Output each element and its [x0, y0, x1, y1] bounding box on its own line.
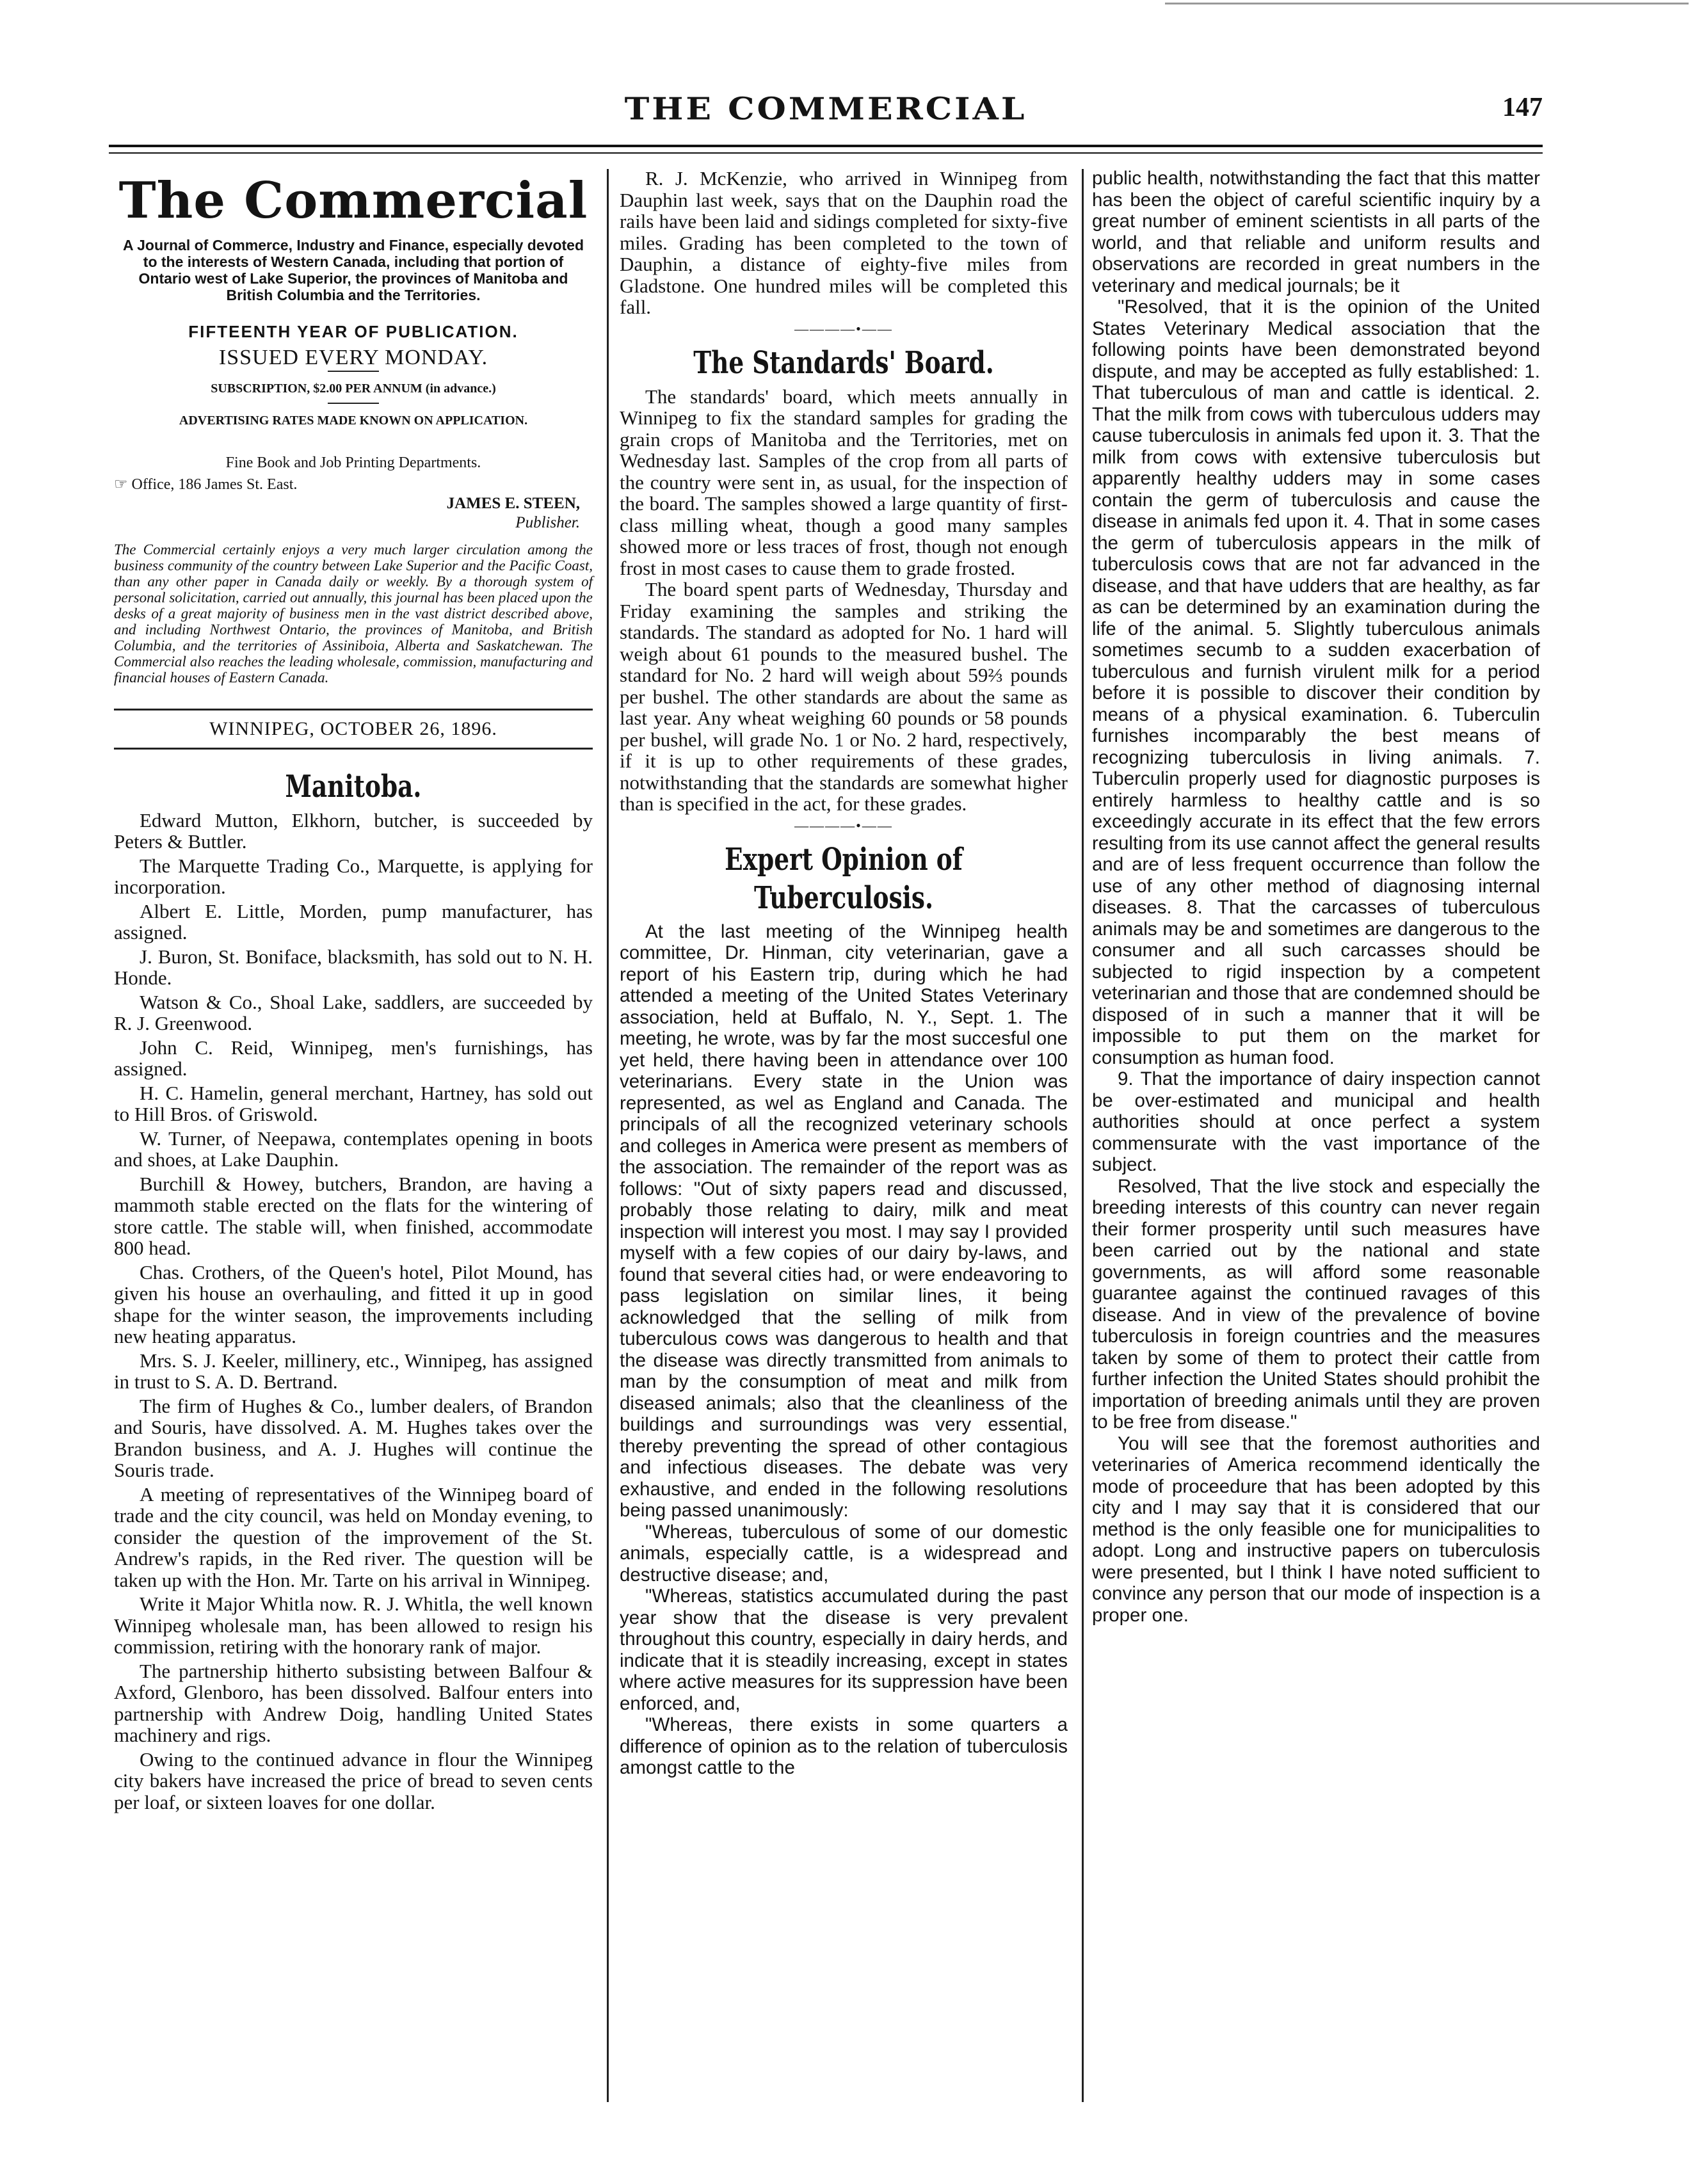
masthead-rule: [328, 371, 379, 372]
news-item: W. Turner, of Neepawa, contemplates opening in boots and shoes, at Lake Dauphin.: [114, 1127, 593, 1171]
masthead-publisher: JAMES E. STEEN,: [446, 495, 580, 512]
page-header: [109, 90, 1543, 136]
masthead-title: The Commercial: [118, 172, 588, 230]
masthead-subtitle: A Journal of Commerce, Industry and Finance, especially devoted to the interests of Western Canada, including that portion of Ontario west of Lake Superior, the provinces of Manitoba and British Columbia and the Territories.: [122, 237, 584, 303]
news-item: H. C. Hamelin, general merchant, Hartney, has sold out to Hill Bros. of Griswold.: [114, 1081, 593, 1125]
section-heading-standards: The Standards' Board.: [693, 344, 994, 381]
masthead-issued: ISSUED EVERY MONDAY.: [218, 345, 488, 369]
column-3: [1092, 168, 1540, 1626]
column-1: [114, 168, 593, 1815]
news-item: Albert E. Little, Morden, pump manufacturer, has assigned.: [114, 899, 593, 943]
news-item: Owing to the continued advance in flour the Winnipeg city bakers have increased the price of bread to seven cents per loaf, or sixteen loaves for one dollar.: [114, 1747, 593, 1813]
running-title: THE COMMERCIAL: [624, 91, 1027, 127]
masthead-publisher-role: Publisher.: [515, 514, 580, 531]
article-paragraph: R. J. McKenzie, who arrived in Winnipeg from Dauphin last week, says that on the Dauphin road the rails have been laid and sidings completed for sixty-five miles. Grading has been completed to the town of Dauphin, a distance of eighty-five miles from Gladstone. One hundred miles will be completed this fall.: [620, 167, 1068, 318]
column-2: [620, 168, 1068, 1779]
masthead-printing: Fine Book and Job Printing Departments.: [225, 454, 481, 471]
page-number: 147: [1502, 93, 1543, 122]
top-edge-rule: [1165, 3, 1689, 4]
section-separator: [620, 817, 1068, 834]
article-paragraph: You will see that the foremost authorities and veterinaries of America recommend identically the mode of proceedure that has been adopted by this city and I may say that it is considered that our method is the only feasible one for municipalities to adopt. Long and instructive papers on tuberculosis were presented, but I think I have noted sufficient to convince any person that our mode of inspection is a proper one.: [1092, 1433, 1540, 1626]
article-paragraph: "Resolved, that it is the opinion of the United States Veterinary Medical association that the following points have been demonstrated beyond dispute, and may be accepted as fully established: 1. That tuberculous of man and cattle is identical. 2. That the milk from cows with tuberculous udders may cause tuberculosis in animals fed upon it. 3. That the milk from cows with extensive tuberculosis but apparently healthy udders may in some cases contain the germ of tuberculosis and cause the disease in animals fed upon it. 4. That in some cases the germ of tuberculosis appears in the milk of tuberculosis cows that are not far advanced in the disease, and that have udders that are healthy, as far as can be determined by an examination during the life of the animal. 5. Slightly tuberculous animals sometimes secumb to a sudden exacerbation of tuberculous and furnish virulent milk for a period before it is possible to discover their condition by means of a physical examination. 6. Tuberculin furnishes incomparably the best means of recognizing tuberculosis in living animals. 7. Tuberculin properly used for diagnostic purposes is entirely harmless to healthy cattle and is so exceedingly accurate in its effect that the few errors resulting from its use cannot affect the general results and are of less frequent occurrence than follow the use of any other method of diagnosing internal diseases. 8. That the carcasses of tuberculous animals may be and sometimes are dangerous to the consumer and all such carcasses should be subjected to rigid inspection by a competent veterinarian and those that are condemned should be disposed of in such a manner that it will be impossible to put them on the market for consumption as human food.: [1092, 296, 1540, 1068]
header-rule-thin: [109, 152, 1543, 154]
article-paragraph: "Whereas, tuberculous of some of our domestic animals, especially cattle, is a widespread and destructive disease; and,: [620, 1521, 1068, 1586]
news-item: A meeting of representatives of the Winnipeg board of trade and the city council, was held on Monday evening, to consider the question of the improvement of the St. Andrew's rapids, in the Red river. The question will be taken up with the Hon. Mr. Tarte on his arrival in Winnipeg.: [114, 1482, 593, 1591]
article-paragraph: 9. That the importance of dairy inspection cannot be over-estimated and municipal and health authorities should at once perfect a system commensurate with the vast importance of the subject.: [1092, 1068, 1540, 1175]
article-paragraph: "Whereas, statistics accumulated during the past year show that the disease is very prevalent throughout this country, especially in dairy herds, and indicate that it is steadily increasing, except in states where active measures for its suppression have been enforced, and,: [620, 1586, 1068, 1714]
news-item: Edward Mutton, Elkhorn, butcher, is succeeded by Peters & Buttler.: [114, 808, 593, 853]
article-paragraph: public health, notwithstanding the fact that this matter has been the object of careful scientific inquiry by a great number of eminent scientists in all parts of the world, and that reliable and uniform results and observations are recorded in great numbers in the veterinary and medical journals; be it: [1092, 168, 1540, 296]
news-item: J. Buron, St. Boniface, blacksmith, has sold out to N. H. Honde.: [114, 945, 593, 989]
masthead-office: ☞ Office, 186 James St. East.: [114, 476, 298, 493]
column-rule-1: [607, 169, 609, 2102]
article-paragraph: At the last meeting of the Winnipeg health committee, Dr. Hinman, city veterinarian, gave a report of his Eastern trip, during which he had attended a meeting of the United States Veterinary association, held at Buffalo, N. Y., Sept. 1. The meeting, he wrote, was by far the most succesful one yet held, there having been in attendance over 100 veterinarians. Every state in the Union was represented, as wel as England and Canada. The principals of all the recognized veterinary schools and colleges in America were present as members of the association. The remainder of the report was as follows: "Out of sixty papers read and discussed, probably those relating to dairy, milk and meat inspection will interest you most. I may say I provided myself with a few copies of our dairy by-laws, and found that several cities had, or were endeavoring to pass legislation on similar lines, it being acknowledged that the selling of milk from tuberculous cows was dangerous to health and that the disease was directly transmitted from animals to man by the consumption of meat and milk from diseased animals; also that the cleanliness of the buildings and surroundings was very essential, thereby preventing the spread of other contagious and infectious diseases. The debate was very exhaustive, and ended in the following resolutions being passed unanimously:: [620, 920, 1068, 1521]
news-item: The Marquette Trading Co., Marquette, is applying for incorporation.: [114, 854, 593, 898]
column-rule-2: [1082, 169, 1084, 2102]
masthead-rule: [328, 403, 379, 404]
news-item: The partnership hitherto subsisting between Balfour & Axford, Glenboro, has been dissolved. Balfour enters into partnership with Andrew Doig, handling United States machinery and rigs.: [114, 1659, 593, 1746]
article-paragraph: The standards' board, which meets annually in Winnipeg to fix the standard samples for grading the grain crops of Manitoba and the Territories, met on Wednesday last. Samples of the crop from all parts of the country were sent in, as usual, for the inspection of the board. The samples showed a large quantity of first-class milling wheat, though a good many samples showed more or less traces of frost, though not enough frost in most cases to cause them to grade frosted.: [620, 385, 1068, 579]
section-separator: [620, 321, 1068, 337]
article-paragraph: Resolved, That the live stock and especially the breeding interests of this country can never regain their former prosperity until such measures have been carried out by the national and state governments, as will afford some reasonable guarantee against the continued ravages of this disease. And in view of the prevalence of bovine tuberculosis in foreign countries and the measures taken by some of them to protect their cattle from further infection the United States should prohibit the importation of breeding animals until they are proven to be free from disease.": [1092, 1175, 1540, 1433]
masthead-blurb: The Commercial certainly enjoys a very much larger circulation among the business community of the country between Lake Superior and the Pacific Coast, than any other paper in Canada daily or weekly. By a thorough system of personal solicitation, carried out annually, this journal has been placed upon the desks of a great majority of business men in the vast district described above, and including Northwest Ontario, the provinces of Manitoba, and British Columbia, and the territories of Assiniboia, Alberta and Saskatchewan. The Commercial also reaches the leading wholesale, commission, manufacturing and financial houses of Eastern Canada.: [114, 542, 593, 686]
section-heading-manitoba: Manitoba.: [285, 768, 422, 805]
dateline: WINNIPEG, OCTOBER 26, 1896.: [114, 709, 593, 750]
header-rule: [109, 145, 1543, 147]
news-item: The firm of Hughes & Co., lumber dealers, of Brandon and Souris, have dissolved. A. M. Hughes takes over the Brandon business, and A. J. Hughes will continue the Souris trade.: [114, 1394, 593, 1481]
masthead-year: FIFTEENTH YEAR OF PUBLICATION.: [188, 322, 518, 341]
news-item: John C. Reid, Winnipeg, men's furnishings, has assigned.: [114, 1036, 593, 1080]
news-item: Burchill & Howey, butchers, Brandon, are having a mammoth stable erected on the flats for the wintering of store cattle. The stable will, when finished, accommodate 800 head.: [114, 1172, 593, 1259]
article-paragraph: "Whereas, there exists in some quarters a difference of opinion as to the relation of tuberculosis amongst cattle to the: [620, 1714, 1068, 1778]
news-item: Write it Major Whitla now. R. J. Whitla, the well known Winnipeg wholesale man, has been allowed to resign his commission, retiring with the honorary rank of major.: [114, 1593, 593, 1658]
news-item: Watson & Co., Shoal Lake, saddlers, are succeeded by R. J. Greenwood.: [114, 990, 593, 1034]
news-item: Chas. Crothers, of the Queen's hotel, Pilot Mound, has given his house an overhauling, and fitted it up in good shape for the winter season, the improvements including new heating apparatus.: [114, 1260, 593, 1347]
masthead-subscription: SUBSCRIPTION, $2.00 PER ANNUM (in advance.): [211, 381, 496, 396]
news-item: Mrs. S. J. Keeler, millinery, etc., Winnipeg, has assigned in trust to S. A. D. Bertrand.: [114, 1349, 593, 1393]
section-heading-tuberculosis: Expert Opinion of Tuberculosis.: [725, 841, 963, 916]
article-paragraph: The board spent parts of Wednesday, Thursday and Friday examining the samples and striking the standards. The standard as adopted for No. 1 hard will weigh about 61 pounds to the measured bushel. The standard for No. 2 hard will weigh about 59⅔ pounds per bushel. The other standards are about the same as last year. Any wheat weighing 60 pounds or 58 pounds per bushel, will grade No. 1 or No. 2 hard, respectively, if it is up to other requirements of these grades, notwithstanding that the standards are somewhat higher than is specified in the act, for these grades.: [620, 578, 1068, 815]
masthead-advertising: ADVERTISING RATES MADE KNOWN ON APPLICATION.: [179, 413, 528, 428]
